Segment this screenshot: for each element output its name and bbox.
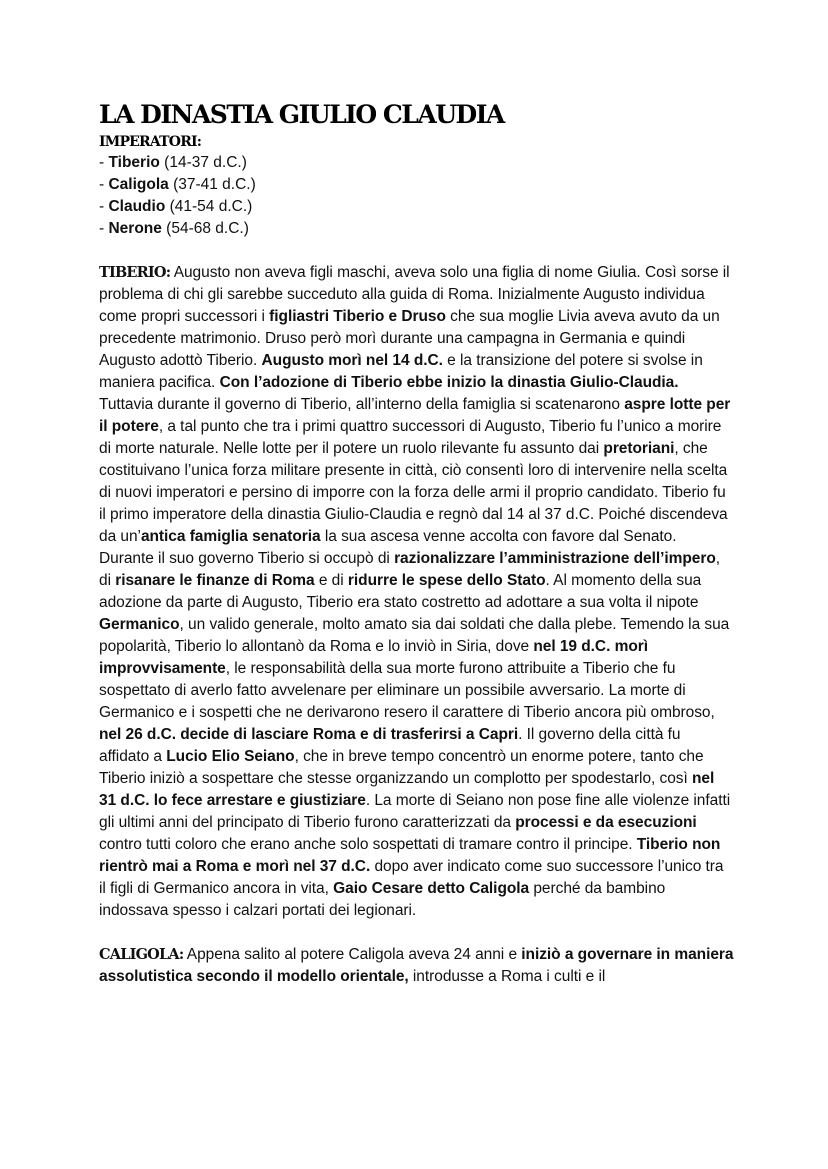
- bold-text: pretoriani: [603, 440, 675, 457]
- emperor-item: [99, 174, 734, 196]
- bold-text: nel 31 d.C. lo fece arrestare e giustiziare: [99, 770, 715, 809]
- emperor-name: Caligola: [108, 176, 169, 193]
- text-run: , a tal punto che tra i primi quattro successori di Augusto, Tiberio fu l’unico a morire di morte naturale. Nelle lotte per il potere un ruolo rilevante fu assunto dai: [99, 418, 722, 457]
- emperor-dates: (37-41 d.C.): [168, 176, 256, 193]
- emperor-prefix: -: [99, 198, 109, 215]
- text-run: perché da bambino indossava spesso i calzari portati dei legionari.: [99, 880, 666, 919]
- emperor-item: [99, 196, 734, 218]
- bold-text: Augusto morì nel 14 d.C.: [261, 352, 443, 369]
- text-run: . Al momento della sua adozione da parte di Augusto, Tiberio era stato costretto ad adottare a sua volta il nipote: [99, 572, 702, 611]
- text-run: . La morte di Seiano non pose fine alle violenze infatti gli ultimi anni del principato di Tiberio furono caratterizzati da: [99, 792, 731, 831]
- emperor-dates: (41-54 d.C.): [165, 198, 253, 215]
- spacer: [99, 240, 734, 262]
- emperor-prefix: -: [99, 154, 109, 171]
- spacer: [99, 922, 734, 944]
- bold-text: Lucio Elio Seiano: [166, 748, 295, 765]
- text-run: la sua ascesa venne accolta con favore dal Senato. Durante il suo governo Tiberio si occupò di: [99, 528, 677, 567]
- bold-text: Tiberio non rientrò mai a Roma e morì nel 37 d.C.: [99, 836, 721, 875]
- emperor-name: Nerone: [108, 220, 162, 237]
- bold-text: razionalizzare l’amministrazione dell’impero: [394, 550, 716, 567]
- paragraph-caligola: [99, 944, 734, 988]
- emperor-dates: (54-68 d.C.): [161, 220, 249, 237]
- emperor-prefix: -: [99, 220, 109, 237]
- document-title: LA DINASTIA GIULIO CLAUDIA: [99, 100, 504, 129]
- bold-text: iniziò a governare in maniera assolutistica secondo il modello orientale,: [99, 946, 734, 985]
- bold-text: aspre lotte per il potere: [99, 396, 731, 435]
- text-run: , che in breve tempo concentrò un enorme potere, tanto che Tiberio iniziò a sospettare che stesse organizzando un complotto per spodestarlo, così: [99, 748, 704, 787]
- text-run: , un valido generale, molto amato sia dai soldati che dalla plebe. Temendo la sua popolarità, Tiberio lo allontanò da Roma e lo inviò in Siria, dove: [99, 616, 730, 655]
- bold-text: figliastri Tiberio e Druso: [269, 308, 446, 325]
- text-run: introdusse a Roma i culti e il: [408, 968, 606, 985]
- bold-text: antica famiglia senatoria: [140, 528, 321, 545]
- text-run: , che costituivano l’unica forza militare presente in città, ciò consentì loro di intervenire nella scelta di nuovi imperatori e persino di imporre con la forza delle armi il proprio candidato. Tiberio fu il primo imperatore della dinastia Giulio-Claudia e regnò dal 14 al 37 d.C. Poiché discendeva da un’: [99, 440, 728, 545]
- text-run: , le responsabilità della sua morte furono attribuite a Tiberio che fu sospettato di averlo fatto avvelenare per eliminare un possibile avversario. La morte di Germanico e i sospetti che ne derivarono resero il carattere di Tiberio ancora più ombroso,: [99, 660, 715, 721]
- bold-text: Gaio Cesare detto Caligola: [333, 880, 530, 897]
- text-run: contro tutti coloro che erano anche solo sospettati di tramare contro il principe.: [99, 836, 637, 853]
- bold-text: nel 19 d.C. morì improvvisamente: [99, 638, 648, 677]
- text-run: Tuttavia durante il governo di Tiberio, all’interno della famiglia si scatenarono: [99, 396, 625, 413]
- text-run: Appena salito al potere Caligola aveva 24 anni e: [183, 946, 522, 963]
- text-run: . Il governo della città fu affidato a: [99, 726, 681, 765]
- section-label-caligola: CALIGOLA:: [99, 946, 184, 963]
- emperors-heading: IMPERATORI:: [99, 134, 202, 150]
- document-body: [99, 98, 734, 988]
- text-run: che sua moglie Livia aveva avuto da un precedente matrimonio. Druso però morì durante una campagna in Germania e quindi Augusto adottò Tiberio.: [99, 308, 720, 369]
- bold-text: Germanico: [99, 616, 180, 633]
- emperor-prefix: -: [99, 176, 109, 193]
- paragraph-text: [99, 946, 733, 985]
- paragraph-text: [99, 264, 730, 919]
- text-run: e la transizione del potere si svolse in maniera pacifica.: [99, 352, 703, 391]
- emperor-name: Claudio: [108, 198, 166, 215]
- bold-text: processi e da esecuzioni: [515, 814, 697, 831]
- text-run: e di: [314, 572, 348, 589]
- text-run: Augusto non aveva figli maschi, aveva solo una figlia di nome Giulia. Così sorse il problema di chi gli sarebbe succeduto alla guida di Roma. Inizialmente Augusto individua come propri successori i: [99, 264, 730, 325]
- bold-text: nel 26 d.C. decide di lasciare Roma e di trasferirsi a Capri: [99, 726, 519, 743]
- emperor-item: [99, 218, 734, 240]
- bold-text: Con l’adozione di Tiberio ebbe inizio la dinastia Giulio-Claudia.: [219, 374, 679, 391]
- emperor-dates: (14-37 d.C.): [159, 154, 247, 171]
- paragraph-tiberio: [99, 262, 734, 922]
- text-run: dopo aver indicato come suo successore l’unico tra il figli di Germanico ancora in vita,: [99, 858, 724, 897]
- emperor-name: Tiberio: [108, 154, 160, 171]
- text-run: , di: [99, 550, 721, 589]
- bold-text: risanare le finanze di Roma: [115, 572, 315, 589]
- section-label-tiberio: TIBERIO:: [99, 264, 171, 281]
- bold-text: ridurre le spese dello Stato: [347, 572, 546, 589]
- emperors-list: [99, 152, 734, 240]
- emperor-item: [99, 152, 734, 174]
